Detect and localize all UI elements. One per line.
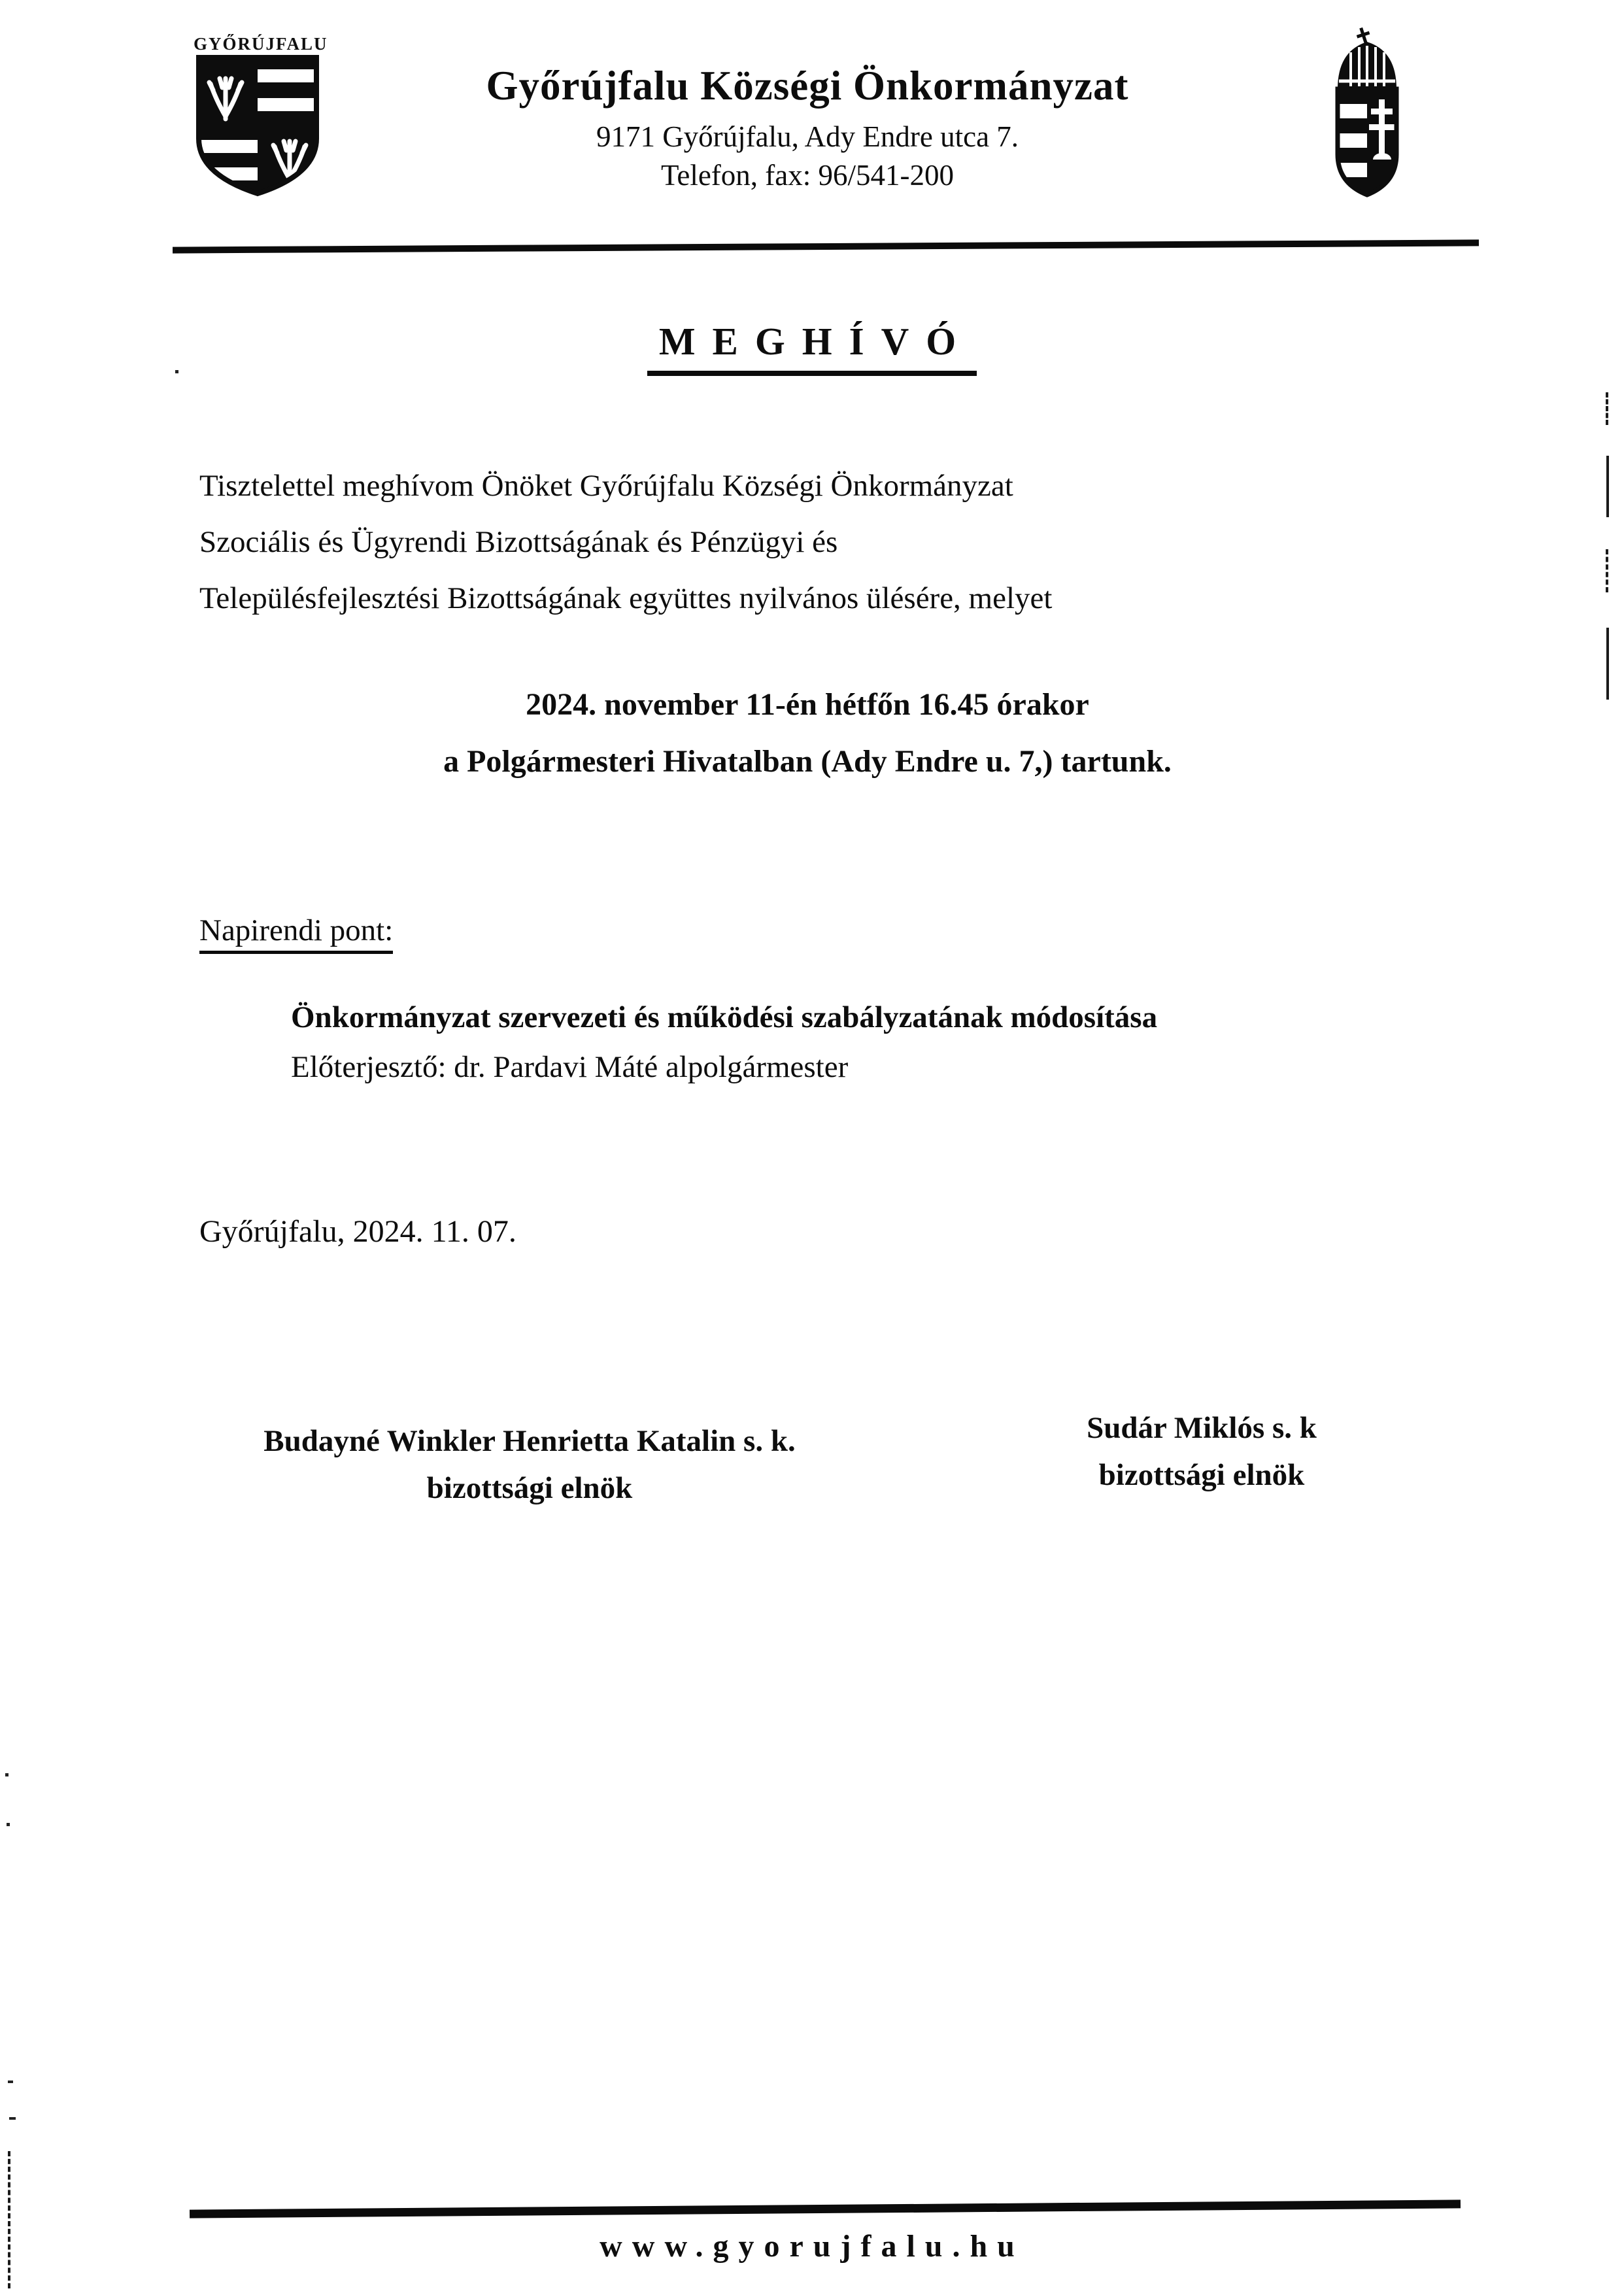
header-divider-rule (173, 239, 1479, 253)
signer-role: bizottsági elnök (1098, 1458, 1305, 1492)
agenda-heading: Napirendi pont: (199, 913, 393, 954)
scan-artifact (7, 1823, 10, 1826)
intro-line: Tisztelettel meghívom Önöket Győrújfalu Községi Önkormányzat (199, 469, 1013, 503)
national-emblem (1326, 26, 1410, 207)
website-url: www.gyorujfalu.hu (600, 2229, 1024, 2264)
scan-artifact (9, 2117, 16, 2120)
municipal-logo-caption: GYŐRÚJFALU (194, 34, 328, 54)
meeting-venue: a Polgármesteri Hivatalban (Ady Endre u. 7,) tartunk. (443, 744, 1172, 779)
intro-line: Településfejlesztési Bizottságának együttes nyilvános ülésére, melyet (199, 581, 1053, 615)
signer-name: Budayné Winkler Henrietta Katalin s. k. (263, 1424, 796, 1458)
organization-address: 9171 Győrújfalu, Ady Endre utca 7. (596, 120, 1019, 153)
scan-artifact (1606, 456, 1609, 517)
signature-block-left (196, 1418, 863, 1512)
organization-name: Győrújfalu Községi Önkormányzat (486, 63, 1129, 109)
hungary-coat-of-arms-icon (1326, 26, 1410, 207)
document-title: MEGHÍVÓ (647, 319, 977, 376)
invitation-paragraph (199, 458, 1435, 626)
scan-artifact (8, 2151, 10, 2288)
scan-artifact (8, 2081, 13, 2083)
scan-artifact (1606, 628, 1609, 700)
agenda-presenter: Előterjesztő: dr. Pardavi Máté alpolgármester (291, 1050, 849, 1084)
place-dateline: Győrújfalu, 2024. 11. 07. (199, 1214, 516, 1249)
intro-line: Szociális és Ügyrendi Bizottságának és Pénzügyi és (199, 525, 838, 559)
signer-role: bizottsági elnök (426, 1471, 633, 1505)
agenda-item: Önkormányzat szervezeti és működési szabályzatának módosítása (291, 1000, 1158, 1034)
scan-artifact (175, 370, 178, 373)
footer-divider-rule (190, 2200, 1461, 2218)
meeting-datetime: 2024. november 11-én hétfőn 16.45 órakor (526, 687, 1089, 722)
signature-block-right (992, 1404, 1411, 1499)
meeting-time-venue (0, 676, 1615, 790)
signer-name: Sudár Miklós s. k (1087, 1411, 1317, 1445)
organization-phone: Telefon, fax: 96/541-200 (661, 159, 954, 192)
scan-artifact (1606, 392, 1608, 425)
scan-artifact (5, 1773, 8, 1776)
scan-artifact (1606, 549, 1608, 592)
agenda-block (291, 993, 1442, 1092)
